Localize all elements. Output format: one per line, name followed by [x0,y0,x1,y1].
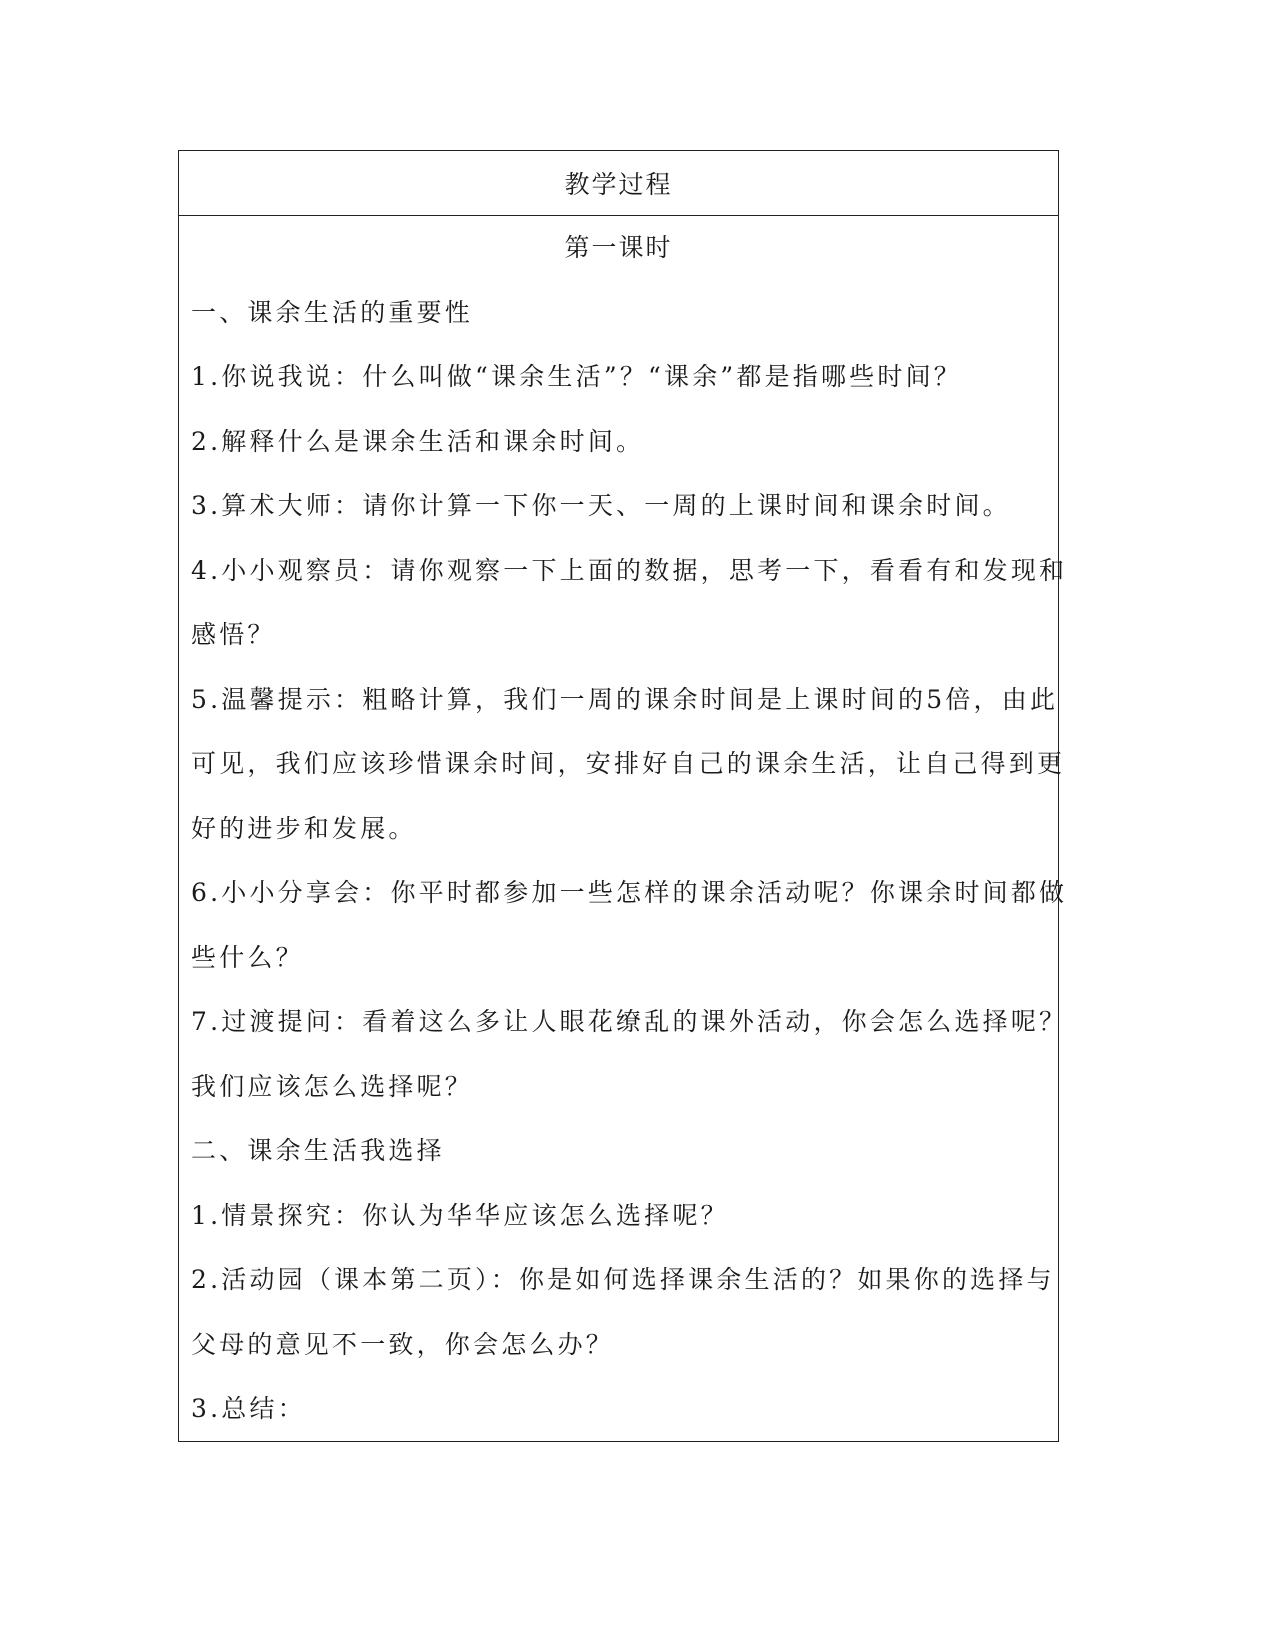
text-line: 1.你说我说：什么叫做“课余生活”？“课余”都是指哪些时间？ [191,362,962,391]
text-line: 6.小小分享会：你平时都参加一些怎样的课余活动呢？你课余时间都做 [191,878,1068,907]
section-heading-2: 二、课余生活我选择 [191,1136,445,1165]
text-line: 5.温馨提示：粗略计算，我们一周的课余时间是上课时间的5倍，由此 [191,684,1059,714]
lesson-period-title: 第一课时 [564,233,673,262]
table-body-cell [179,216,1068,1442]
table-header-title: 教学过程 [564,170,673,199]
lesson-plan-table [178,150,1068,1442]
text-line: 2.解释什么是课余生活和课余时间。 [191,426,645,456]
text-line: 可见，我们应该珍惜课余时间，安排好自己的课余生活，让自己得到更 [191,749,1066,778]
text-line: 4.小小观察员：请你观察一下上面的数据，思考一下，看看有和发现和 [191,555,1068,585]
text-line: 7.过渡提问：看着这么多让人眼花缭乱的课外活动，你会怎么选择呢？ [191,1007,1068,1036]
text-line: 好的进步和发展。 [191,813,417,843]
text-line: 些什么？ [191,942,304,972]
text-line: 父母的意见不一致，你会怎么办？ [191,1329,615,1359]
section-heading-1: 一、课余生活的重要性 [191,297,474,327]
table-header [179,151,1058,216]
text-line: 感悟？ [191,620,276,649]
text-line: 1.情景探究：你认为华华应该怎么选择呢？ [191,1200,729,1230]
text-line: 3.总结： [191,1394,306,1423]
text-line: 我们应该怎么选择呢？ [191,1071,474,1101]
text-line: 2.活动园（课本第二页）：你是如何选择课余生活的？如果你的选择与 [191,1265,1055,1294]
text-line: 3.算术大师：请你计算一下你一天、一周的上课时间和课余时间。 [191,491,1011,520]
